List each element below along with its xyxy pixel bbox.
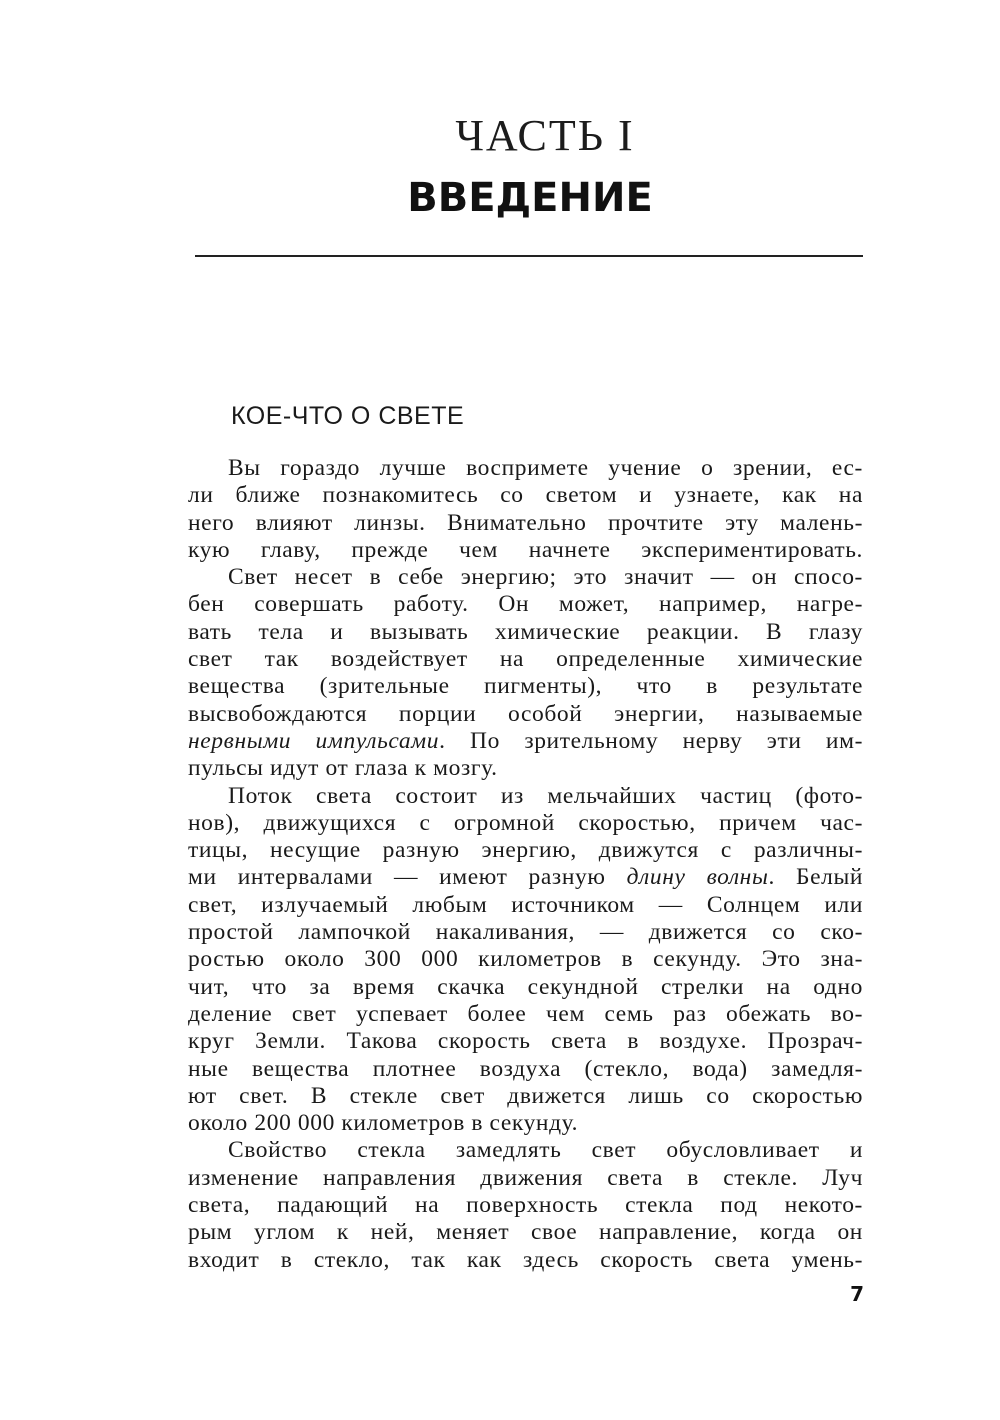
text-line: него влияют линзы. Внимательно прочтите эту малень-: [188, 509, 863, 536]
text-fragment: . По зрительному нерву эти им-: [439, 727, 863, 754]
header-divider: [195, 255, 863, 257]
text-line: чит, что за время скачка секундной стрелки на одно: [188, 973, 863, 1000]
text-line: ли ближе познакомитесь со светом и узнаете, как на: [188, 482, 863, 509]
text-line: нов), движущихся с огромной скоростью, причем час-: [188, 809, 863, 836]
text-line: бен совершать работу. Он может, например, нагре-: [188, 591, 863, 618]
text-line: Свойство стекла замедлять свет обусловливает и: [228, 1137, 863, 1164]
body-text: [188, 455, 863, 1274]
text-line: около 200 000 километров в секунду.: [188, 1110, 579, 1137]
section-title: КОЕ-ЧТО О СВЕТЕ: [231, 402, 465, 430]
part-title: ВВЕДЕНИЕ: [407, 175, 653, 221]
text-line-mixed: [188, 864, 863, 891]
part-label: ЧАСТЬ I: [455, 111, 635, 160]
emphasis-text: длину волны: [626, 864, 769, 891]
text-line: изменение направления движения света в стекле. Луч: [188, 1164, 863, 1191]
text-line: Вы гораздо лучше воспримете учение о зрении, ес-: [228, 455, 863, 481]
emphasis-text: нервными импульсами: [188, 727, 440, 754]
text-fragment: ми интервалами — имеют разную: [188, 864, 627, 891]
page-number: 7: [850, 1282, 864, 1306]
text-line: деление свет успевает более чем семь раз обежать во-: [188, 1000, 863, 1027]
text-line: простой лампочкой накаливания, — движется со ско-: [188, 919, 863, 946]
text-line: вещества (зрительные пигменты), что в результате: [188, 673, 863, 700]
text-line: входит в стекло, так как здесь скорость света умень-: [188, 1246, 863, 1273]
text-line: кую главу, прежде чем начнете экспериментировать.: [188, 536, 863, 563]
text-line: свет, излучаемый любым источником — Солнцем или: [188, 891, 863, 918]
text-line: света, падающий на поверхность стекла под некото-: [188, 1192, 863, 1219]
text-line: ростью около 300 000 километров в секунду. Это зна-: [188, 946, 863, 973]
text-line: ные вещества плотнее воздуха (стекло, вода) замедля-: [188, 1055, 863, 1082]
text-line: Свет несет в себе энергию; это значит — он спосо-: [228, 564, 863, 591]
text-line: круг Земли. Такова скорость света в воздухе. Прозрач-: [188, 1028, 863, 1055]
text-line: пульсы идут от глаза к мозгу.: [188, 755, 498, 782]
text-fragment: . Белый: [768, 864, 864, 891]
text-line-mixed: [188, 728, 863, 755]
text-line: тицы, несущие разную энергию, движутся с различны-: [188, 837, 863, 864]
text-line: Поток света состоит из мельчайших частиц (фото-: [228, 782, 863, 809]
text-line: высвобождаются порции особой энергии, называемые: [188, 700, 863, 727]
text-line: свет так воздействует на определенные химические: [188, 646, 863, 673]
text-line: ют свет. В стекле свет движется лишь со скоростью: [188, 1082, 863, 1109]
text-line: рым углом к ней, меняет свое направление, когда он: [188, 1219, 863, 1246]
text-line: вать тела и вызывать химические реакции. В глазу: [188, 618, 863, 645]
